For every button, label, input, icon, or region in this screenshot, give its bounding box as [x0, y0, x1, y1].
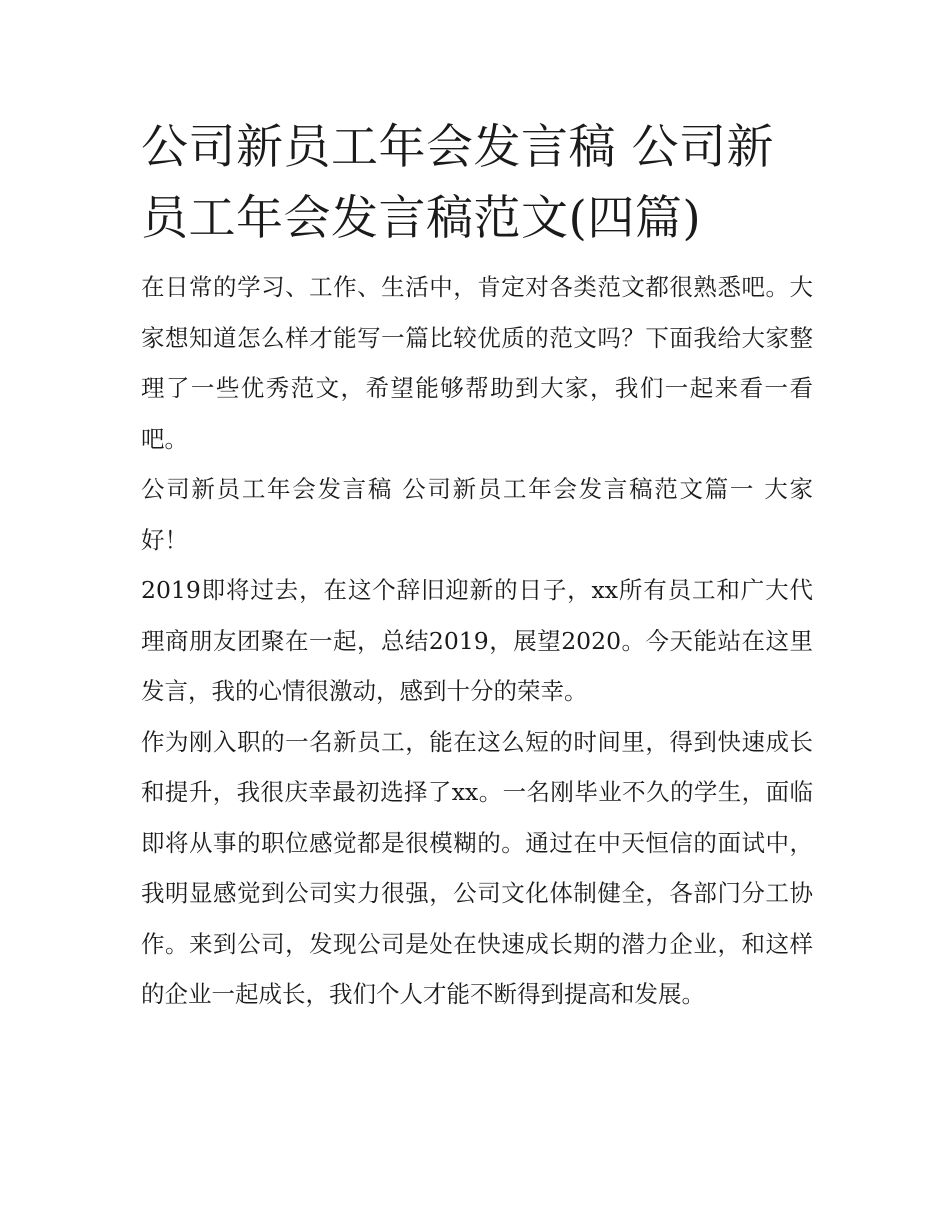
paragraph-greeting: 公司新员工年会发言稿 公司新员工年会发言稿范文篇一 大家好！: [141, 475, 813, 554]
paragraph-new-employee: 作为刚入职的一名新员工，能在这么短的时间里，得到快速成长和提升，我很庆幸最初选择了xx。一名刚毕业不久的学生，面临即将从事的职位感觉都是很模糊的。通过在中天恒信的面试中，我明显感觉到公司实力很强，公司文化体制健全，各部门分工协作。来到公司，发现公司是处在快速成长期的潜力企业，和这样的企业一起成长，我们个人才能不断得到提高和发展。: [141, 727, 813, 1008]
document-body: [141, 112, 813, 1020]
paragraph-year-summary: 2019即将过去，在这个辞旧迎新的日子，xx所有员工和广大代理商朋友团聚在一起，总结2019，展望2020。今天能站在这里发言，我的心情很激动，感到十分的荣幸。: [141, 576, 813, 705]
document-title: 公司新员工年会发言稿 公司新员工年会发言稿范文(四篇): [141, 120, 774, 246]
paragraph-intro: 在日常的学习、工作、生活中，肯定对各类范文都很熟悉吧。大家想知道怎么样才能写一篇比较优质的范文吗？下面我给大家整理了一些优秀范文，希望能够帮助到大家，我们一起来看一看吧。: [141, 273, 813, 453]
